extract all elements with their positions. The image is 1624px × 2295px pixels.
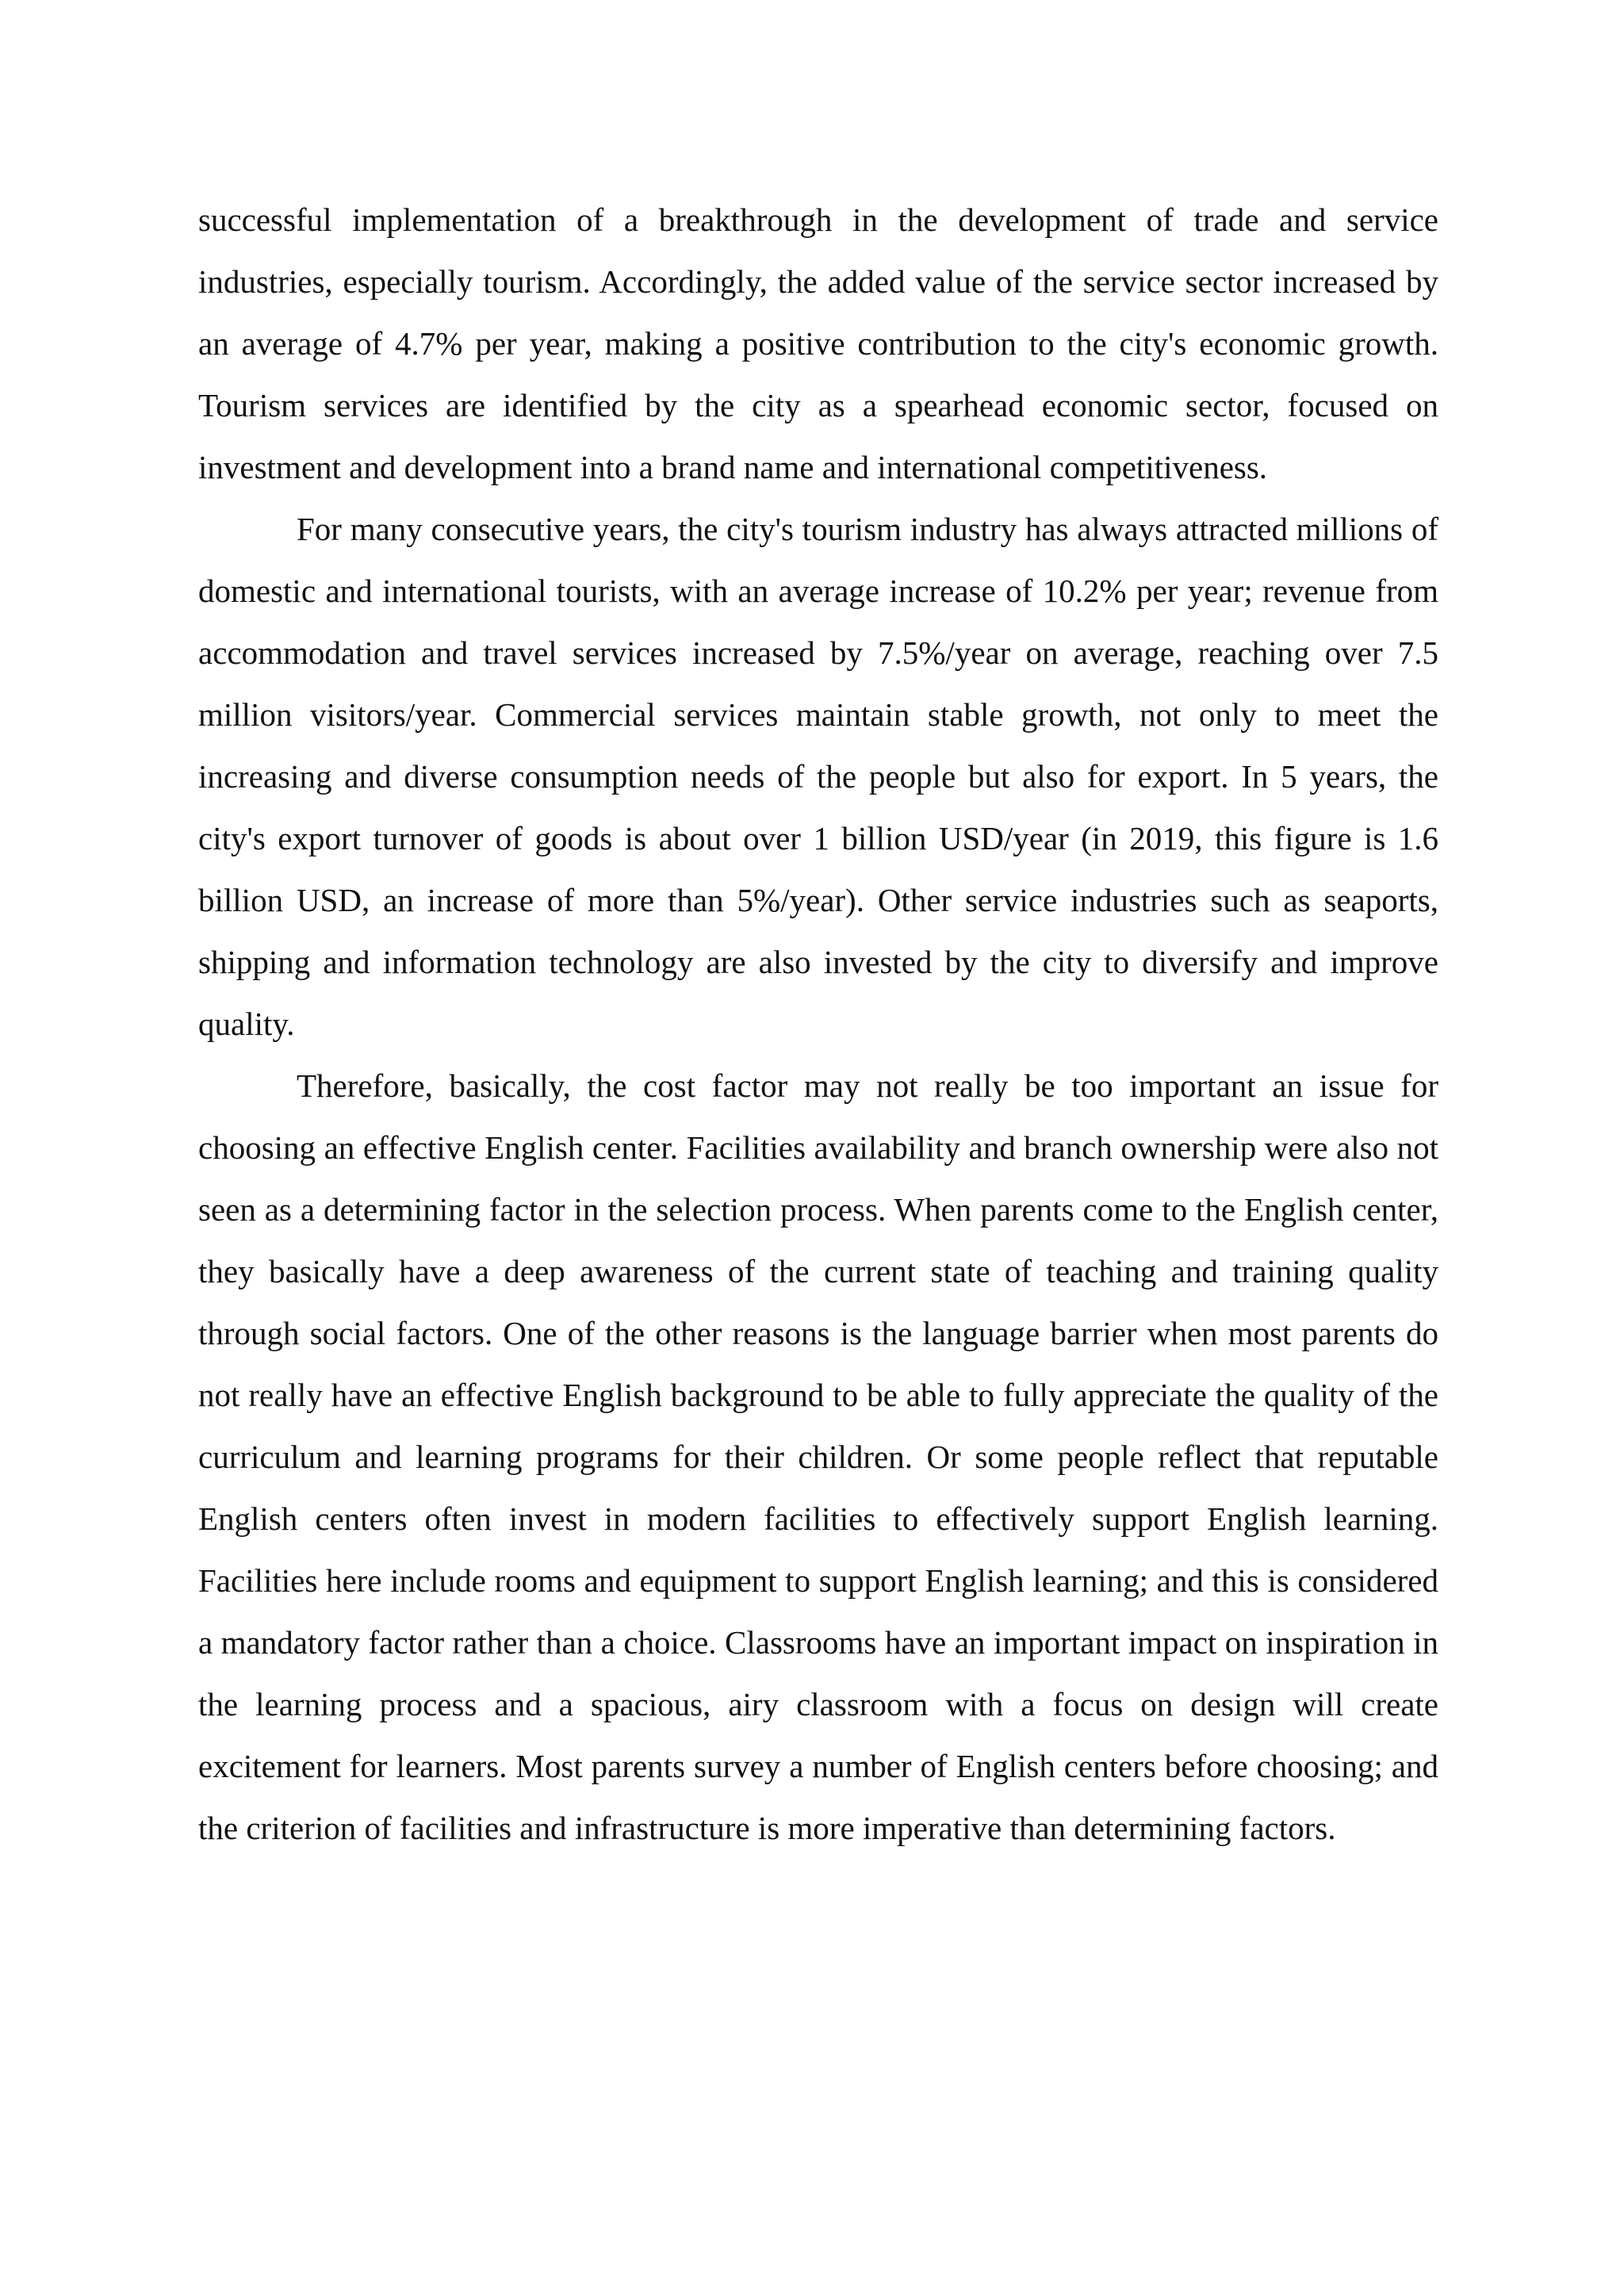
body-text: [198, 189, 1438, 1859]
paragraph-english-center-factors: Therefore, basically, the cost factor may not really be too important an issue for choosing an effective English center. Facilities availability and branch ownership were also not seen as a determining factor in the selection process. When parents come to the English center, they basically have a deep awareness of the current state of teaching and training quality through social factors. One of the other reasons is the language barrier when most parents do not really have an effective English background to be able to fully appreciate the quality of the curriculum and learning programs for their children. Or some people reflect that reputable English centers often invest in modern facilities to effectively support English learning. Facilities here include rooms and equipment to support English learning; and this is considered a mandatory factor rather than a choice. Classrooms have an important impact on inspiration in the learning process and a spacious, airy classroom with a focus on design will create excitement for learners. Most parents survey a number of English centers before choosing; and the criterion of facilities and infrastructure is more imperative than determining factors.: [198, 1067, 1438, 1846]
paragraph-tourism-growth: For many consecutive years, the city's tourism industry has always attracted millions of domestic and international tourists, with an average increase of 10.2% per year; revenue from accommodation and travel services increased by 7.5%/year on average, reaching over 7.5 million visitors/year. Commercial services maintain stable growth, not only to meet the increasing and diverse consumption needs of the people but also for export. In 5 years, the city's export turnover of goods is about over 1 billion USD/year (in 2019, this figure is 1.6 billion USD, an increase of more than 5%/year). Other service industries such as seaports, shipping and information technology are also invested by the city to diversify and improve quality.: [198, 511, 1438, 1042]
paragraph-continued: successful implementation of a breakthrough in the development of trade and service industries, especially tourism. Accordingly, the added value of the service sector increased by an average of 4.7% per year, making a positive contribution to the city's economic growth. Tourism services are identified by the city as a spearhead economic sector, focused on investment and development into a brand name and international competitiveness.: [198, 201, 1438, 485]
